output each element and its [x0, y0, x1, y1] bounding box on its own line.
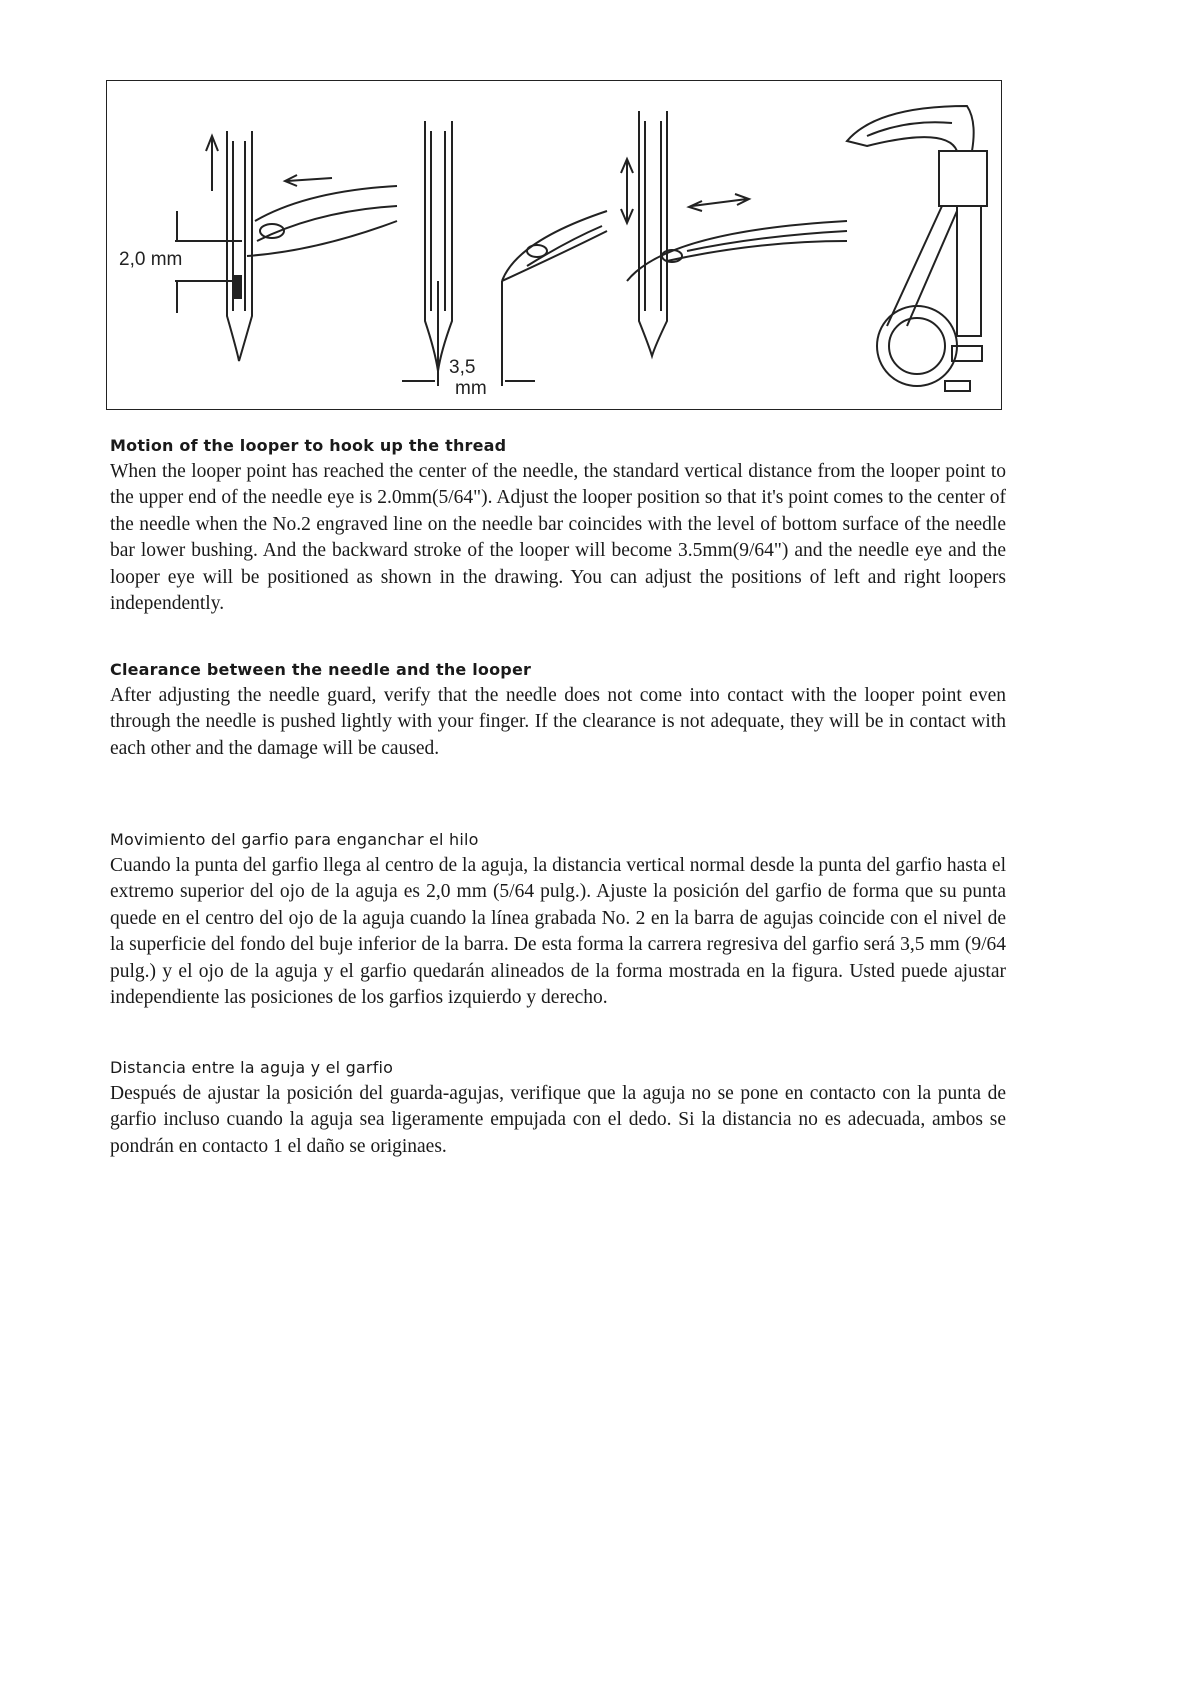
- needle-2: [402, 121, 535, 386]
- section-heading: Motion of the looper to hook up the thread: [110, 436, 507, 455]
- section-body: When the looper point has reached the center of the needle, the standard vertical distance from the looper point to the upper end of the needle eye is 2.0mm(5/64"). Adjust the looper position so that it's point comes to the center of the needle when the No.2 engraved line on the needle bar coincides with the level of bottom surface of the needle bar lower bushing. And the backward stroke of the looper will become 3.5mm(9/64") and the needle eye and the looper eye will be positioned as shown in the drawing. You can adjust the positions of left and right loopers independently.: [110, 461, 1006, 615]
- arrow-both-icon: [689, 194, 749, 211]
- arrow-left-icon: [285, 175, 332, 186]
- section-heading: Clearance between the needle and the looper: [110, 660, 532, 679]
- dimension-label-mm: mm: [455, 378, 487, 399]
- section-body: After adjusting the needle guard, verify that the needle does not come into contact with the looper point even through the needle is pushed lightly with your finger. If the clearance is not adequate, they will be in contact with each other and the damage will be caused.: [110, 685, 1006, 759]
- section-body: Después de ajustar la posición del guarda-agujas, verifique que la aguja no se pone en contacto con la punta de garfio incluso cuando la aguja sea ligeramente empujada con el dedo. Si la distancia no es adecuada, ambos se pondrán en contacto 1 el daño se originaes.: [110, 1083, 1006, 1157]
- section-motion-en: [110, 436, 1006, 617]
- dimension-label-3-5: 3,5: [449, 357, 476, 378]
- arrow-up-icon: [206, 136, 218, 191]
- section-heading: Movimiento del garfio para enganchar el hilo: [110, 830, 479, 849]
- looper-holder: [847, 106, 987, 391]
- looper-2: [502, 211, 607, 281]
- needle-1: [227, 131, 252, 361]
- dimension-label-2mm: 2,0 mm: [119, 249, 183, 270]
- section-heading: Distancia entre la aguja y el garfio: [110, 1058, 394, 1077]
- section-clearance-en: [110, 660, 1006, 762]
- dimension-lines-1: [175, 211, 242, 313]
- section-body: Cuando la punta del garfio llega al centro de la aguja, la distancia vertical normal desde la punta del garfio hasta el extremo superior del ojo de la aguja es 2,0 mm (5/64 pulg.). Ajuste la posición del garfio de forma que su punta quede en el centro del ojo de la aguja cuando la línea grabada No. 2 en la barra de agujas coincide con el nivel de la superficie del fondo del buje inferior de la barra. De esta forma la carrera regresiva del garfio será 3,5 mm (9/64 pulg.) y el ojo de la aguja y el garfio quedarán alineados de la forma mostrada en la figura. Usted puede ajustar independiente las posiciones de los garfios izquierdo y derecho.: [110, 855, 1006, 1009]
- diagram-drawing: [107, 81, 1003, 411]
- looper-1: [247, 186, 397, 256]
- needle-3: [621, 111, 667, 356]
- section-motion-es: [110, 830, 1006, 1011]
- needle-looper-diagram: [106, 80, 1002, 410]
- section-distance-es: [110, 1058, 1006, 1160]
